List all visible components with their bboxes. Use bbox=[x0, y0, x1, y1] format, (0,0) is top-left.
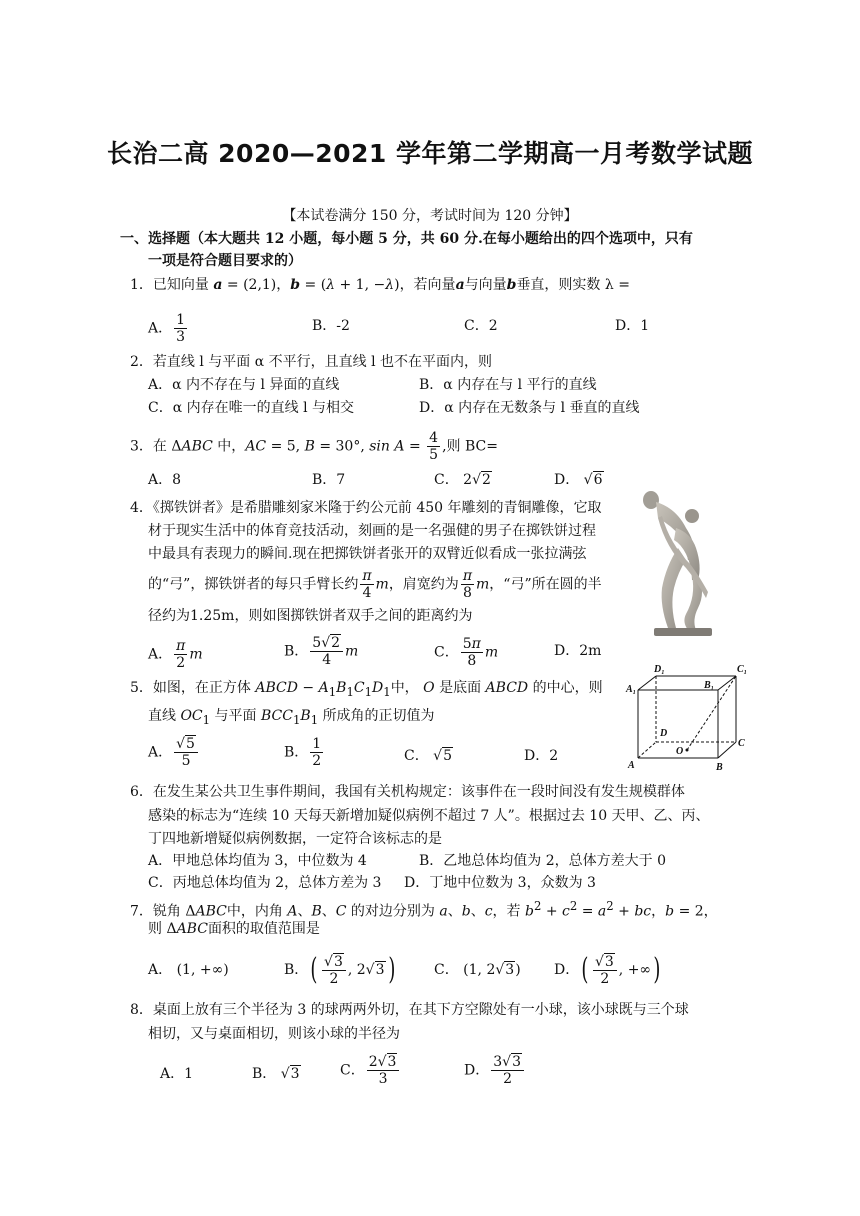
q8-option-b: B． √3 bbox=[252, 1066, 300, 1082]
q1-option-b: B．-2 bbox=[312, 318, 350, 334]
discus-thrower-statue-image bbox=[636, 488, 716, 638]
q4-option-d: D．2m bbox=[554, 643, 602, 659]
q7-option-c: C． (1, 2√3) bbox=[434, 962, 521, 978]
q8-line2: 相切，又与桌面相切，则该小球的半径为 bbox=[148, 1026, 400, 1042]
q8-option-c: C． $\frac{2√3}{3}$ bbox=[340, 1054, 401, 1087]
q1-option-a: A． $\frac{1}{3}$ bbox=[148, 312, 186, 345]
cube-label-b: B bbox=[716, 762, 723, 772]
q6-line3: 丁四地新增疑似病例数据，一定符合该标志的是 bbox=[148, 831, 442, 847]
q6-line2: 感染的标志为“连续 10 天每天新增加疑似病例不超过 7 人”。根据过去 10 天甲、乙、丙、 bbox=[148, 808, 710, 824]
exam-note: 【本试卷满分 150 分，考试时间为 120 分钟】 bbox=[282, 208, 578, 224]
cube-label-b1: B₁ bbox=[704, 680, 715, 691]
q4-line1: 4．《掷铁饼者》是希腊雕刻家米隆于约公元前 450 年雕刻的青铜雕像，它取 bbox=[130, 500, 602, 516]
q7-line2: 则 ΔABC面积的取值范围是 bbox=[148, 921, 320, 937]
cube-label-d1: D₁ bbox=[654, 664, 665, 675]
q5-option-c: C． √5 bbox=[404, 748, 453, 764]
q6-option-a: A．甲地总体均值为 3，中位数为 4 bbox=[148, 853, 367, 869]
q4-line2: 材于现实生活中的体育竞技活动，刻画的是一名强健的男子在掷铁饼过程 bbox=[148, 523, 596, 539]
q4-line3: 中最具有表现力的瞬间.现在把掷铁饼者张开的双臂近似看成一张拉满弦 bbox=[148, 546, 587, 562]
q4-option-c: C． $\frac{5\pi}{8}$ m bbox=[434, 636, 499, 669]
q8-line1: 8．桌面上放有三个半径为 3 的球两两外切，在其下方空隙处有一小球，该小球既与三个球 bbox=[130, 1002, 689, 1018]
q2-option-b: B．α 内存在与 l 平行的直线 bbox=[419, 377, 597, 393]
cube-label-d: D bbox=[660, 728, 668, 739]
q6-line1: 6．在发生某公共卫生事件期间，我国有关机构规定：该事件在一段时间没有发生规模群体 bbox=[130, 784, 685, 800]
q2-option-d: D．α 内存在无数条与 l 垂直的直线 bbox=[419, 400, 640, 416]
q2-option-c: C．α 内存在唯一的直线 l 与相交 bbox=[148, 400, 354, 416]
q4-line5: 径约为1.25m，则如图掷铁饼者双手之间的距离约为 bbox=[148, 608, 473, 624]
cube-diagram bbox=[624, 662, 748, 772]
q5-line1: 5．如图，在正方体 ABCD − $A_1B_1C_1D_1$中， O 是底面 ABCD 的中心，则 bbox=[130, 680, 603, 699]
q5-line2: 直线 $OC_1$ 与平面 $BCC_1B_1$ 所成角的正切值为 bbox=[148, 708, 435, 727]
cube-label-a1: A₁ bbox=[626, 684, 637, 695]
question-1: 1．已知向量 a = (2,1)，b = (λ + 1, −λ)，若向量a与向量b垂直，则实数 λ = bbox=[130, 277, 630, 293]
q3-option-a: A．8 bbox=[148, 472, 182, 488]
q6-option-b: B．乙地总体均值为 2，总体方差大于 0 bbox=[419, 853, 667, 869]
cube-label-c: C bbox=[738, 738, 745, 749]
cube-label-a: A bbox=[628, 760, 635, 771]
q5-option-a: A． $\frac{√5}{5}$ bbox=[148, 736, 200, 769]
q4-option-a: A． $\frac{\pi}{2}$ m bbox=[148, 638, 203, 671]
cube-label-o: O bbox=[676, 746, 684, 757]
cube-label-c1: C₁ bbox=[737, 664, 748, 675]
q6-option-d: D．丁地中位数为 3，众数为 3 bbox=[404, 875, 596, 891]
q7-option-d: D．( $\frac{√3}{2}$ , +∞) bbox=[554, 952, 661, 987]
question-2: 2．若直线 l 与平面 α 不平行，且直线 l 也不在平面内，则 bbox=[130, 354, 493, 370]
q4-line4: 的“弓”，掷铁饼者的每只手臂长约 $\frac{\pi}{4}$ m，肩宽约为 $\frac{\pi}{8}$ m，“弓”所在圆的半 bbox=[148, 568, 602, 601]
q4-option-b: B． $\frac{5√2}{4}$ m bbox=[284, 635, 359, 668]
q3-option-b: B．7 bbox=[312, 472, 346, 488]
section-heading-line1: 一、选择题（本大题共 12 小题，每小题 5 分，共 60 分.在每小题给出的四个选项中，只有 bbox=[120, 231, 693, 247]
q7-line1: 7．锐角 ΔABC中，内角 A、B、C 的对边分别为 a、b、c，若 $b^2 + c^2 = a^2$ + bc，b = 2， bbox=[130, 899, 718, 920]
q3-option-d: D． √6 bbox=[554, 472, 603, 488]
q7-option-b: B．( $\frac{√3}{2}$ , 2√3 ) bbox=[284, 952, 395, 987]
q8-option-d: D． $\frac{3√3}{2}$ bbox=[464, 1054, 526, 1087]
q1-option-c: C．2 bbox=[464, 318, 498, 334]
section-heading-line2: 一项是符合题目要求的） bbox=[148, 253, 302, 269]
q5-option-b: B． $\frac{1}{2}$ bbox=[284, 736, 322, 769]
q6-option-c: C．丙地总体均值为 2，总体方差为 3 bbox=[148, 875, 382, 891]
question-3: 3．在 ΔABC 中，AC = 5, B = 30°, sin A = $\frac{4}{5}$ ,则 BC= bbox=[130, 430, 498, 463]
q8-option-a: A．1 bbox=[160, 1066, 194, 1082]
q1-option-d: D．1 bbox=[615, 318, 650, 334]
q7-option-a: A． (1, +∞) bbox=[148, 962, 229, 978]
page-title: 长治二高 2020—2021 学年第二学期高一月考数学试题 bbox=[106, 139, 754, 168]
q3-option-c: C． 2√2 bbox=[434, 472, 491, 488]
q5-option-d: D．2 bbox=[524, 748, 559, 764]
q2-option-a: A．α 内不存在与 l 异面的直线 bbox=[148, 377, 340, 393]
